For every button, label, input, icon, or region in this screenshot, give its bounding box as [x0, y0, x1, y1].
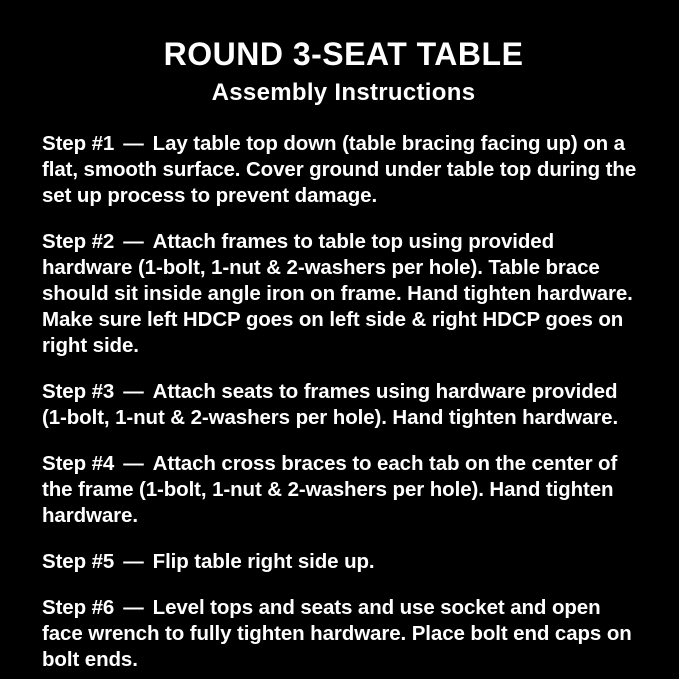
step-3-label: Step #3: [42, 380, 115, 403]
dash-separator: —: [123, 380, 144, 403]
step-2-text: Attach frames to table top using provided hardware (1-bolt, 1-nut & 2-washers per hole). Table brace should sit inside angle iron on frame. Hand tighten hardware. Make sure left HDCP goes on left side & right HDCP goes on right side.: [42, 230, 633, 357]
steps-list: [42, 131, 645, 673]
step-6-text: Level tops and seats and use socket and open face wrench to fully tighten hardware. Place bolt end caps on bolt ends.: [42, 596, 632, 671]
step-6-label: Step #6: [42, 596, 115, 619]
dash-separator: —: [123, 230, 144, 253]
step-6-paragraph: [42, 595, 645, 673]
step-1-text: Lay table top down (table bracing facing up) on a flat, smooth surface. Cover ground under table top during the set up process to prevent damage.: [42, 132, 637, 207]
dash-separator: —: [123, 596, 144, 619]
step-2-paragraph: [42, 229, 645, 359]
step-1-paragraph: [42, 131, 645, 209]
step-3-paragraph: [42, 379, 645, 431]
step-4-label: Step #4: [42, 452, 115, 475]
dash-separator: —: [123, 132, 144, 155]
step-4-paragraph: [42, 451, 645, 529]
dash-separator: —: [123, 452, 144, 475]
step-2-label: Step #2: [42, 230, 115, 253]
step-5-paragraph: [42, 549, 645, 575]
step-1-label: Step #1: [42, 132, 115, 155]
step-4-text: Attach cross braces to each tab on the center of the frame (1-bolt, 1-nut & 2-washers per hole). Hand tighten hardware.: [42, 452, 618, 527]
dash-separator: —: [123, 550, 144, 573]
step-3-text: Attach seats to frames using hardware provided (1-bolt, 1-nut & 2-washers per hole). Hand tighten hardware.: [42, 380, 619, 429]
step-5-label: Step #5: [42, 550, 115, 573]
page-subtitle: Assembly Instructions: [211, 79, 476, 106]
page-title: ROUND 3-SEAT TABLE: [163, 36, 524, 72]
step-5-text: Flip table right side up.: [152, 550, 375, 573]
